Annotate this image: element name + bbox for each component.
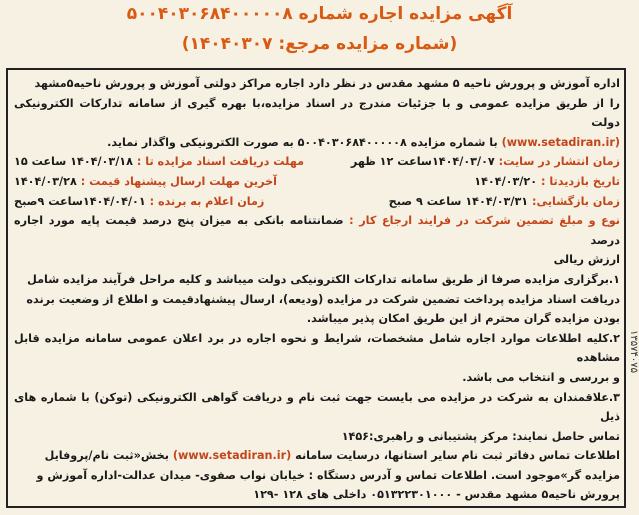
offer-deadline-label: آخرین مهلت ارسال پیشنهاد قیمت : <box>80 174 277 188</box>
intro-line-1: اداره آموزش و پرورش ناحیه ۵ مشهد مقدس در نظر دارد اجاره مراکز دولتی آموزش و پرورش ناحیه۵مشهد <box>34 77 620 90</box>
contact-line-1 <box>14 446 620 466</box>
intro-line-2: را از طریق مزایده عمومی و با جزئیات مندرج در اسناد مزایده،با بهره گیری از سامانه تدارکات الکترونیکی دولت <box>14 96 620 130</box>
opening-date-label: زمان بازگشایی: <box>532 194 620 208</box>
setadiran-link[interactable]: (www.setadiran.ir) <box>501 135 620 149</box>
guarantee-line-2: ارزش ریالی <box>553 253 620 267</box>
winner-announce-value: ۱۴۰۴/۰۴/۰۱ساعت ۹صبح <box>14 194 146 208</box>
side-serial-number: ۱۳۵۷۴۰۷۵ <box>628 330 639 373</box>
dates-row-3 <box>14 192 620 212</box>
publish-date-value: ۱۴۰۴/۰۳/۰۷ساعت ۱۲ ظهر <box>350 155 495 169</box>
visit-date-label: تاریخ بازدیدتا : <box>540 174 620 188</box>
dates-row-2 <box>14 172 620 192</box>
ad-reference-number: (شماره مزایده مرجع: ۱۴۰۴۰۳۰۷) <box>181 34 458 54</box>
contact-line-1-b: بخش«ثبت نام/پروفایل <box>44 449 169 463</box>
contact-line-2: مزایده گر»موجود است. اطلاعات تماس و آدرس دستگاه : خیابان نواب صفوی- میدان عدالت-اداره آموزش و <box>36 468 620 482</box>
dates-row-1 <box>14 152 620 172</box>
ad-title: آگهی مزایده اجاره شماره ۵۰۰۴۰۳۰۶۸۴۰۰۰۰۰۸ <box>126 4 513 24</box>
ad-body <box>14 74 620 505</box>
receive-docs-label: مهلت دریافت اسناد مزایده تا : <box>136 155 305 169</box>
guarantee-line-1 <box>14 211 620 250</box>
item-2-line-1: ۲.کلیه اطلاعات موارد اجاره شامل مشخصات، شرایط و نحوه اجاره در برد اعلان عمومی سامانه مزایده قابل مشاهده <box>14 331 620 365</box>
item-2-line-2: و بررسی و انتخاب می باشد. <box>462 370 620 384</box>
item-1-line-2: دریافت اسناد مزایده پرداخت تضمین شرکت در مزایده (ودیعه)، ارسال پیشنهادقیمت و اطلاع از وضعیت برنده <box>26 292 620 306</box>
item-1-line-1: ۱.برگزاری مزایده صرفا از طریق سامانه تدارکات الکترونیکی دولت میباشد و کلیه مراحل فرآیند مزایده شامل <box>27 272 620 286</box>
contact-line-3: پرورش ناحیه۵ مشهد مقدس - ۰۵۱۳۲۲۳۰۱۰۰۰ داخلی های ۱۲۸ -۱۲۹ <box>253 488 620 502</box>
intro-line-3 <box>14 133 620 153</box>
item-3-line-1: ۳.علاقمندان به شرکت در مزایده می بایست جهت ثبت نام و دریافت گواهی الکترونیکی (توکن) با شماره های ذیل <box>14 390 620 424</box>
guarantee-text: ضمانتنامه بانکی به میزان پنج درصد قیمت پایه مورد اجاره درصد <box>14 214 620 247</box>
setadiran-link-2[interactable]: (www.setadiran.ir) <box>172 449 292 463</box>
item-3-line-2: تماس حاصل نمایند: مرکز پشتیبانی و راهبری:۱۴۵۶ <box>341 429 620 443</box>
winner-announce-label: زمان اعلام به برنده : <box>149 194 265 208</box>
receive-docs-value: ۱۴۰۴/۰۳/۱۸ ساعت ۱۵ <box>14 155 133 169</box>
intro-line-3-text: با شماره مزایده ۵۰۰۴۰۳۰۶۸۴۰۰۰۰۰۸ به صورت الکترونیکی واگذار نماید. <box>107 135 498 149</box>
publish-date-label: زمان انتشار در سایت: <box>498 155 620 169</box>
visit-date-value: ۱۴۰۴/۰۳/۲۰ <box>474 174 538 188</box>
offer-deadline-value: ۱۴۰۴/۰۳/۲۸ <box>14 174 77 188</box>
opening-date-value: ۱۴۰۴/۰۳/۳۱ ساعت ۹ صبح <box>388 194 529 208</box>
contact-line-1-a: اطلاعات تماس دفاتر ثبت نام سایر استانها، درسایت سامانه <box>295 449 620 463</box>
item-1-line-3: بودن مزایده گران محترم از این طریق امکان پذیر میباشد. <box>306 312 620 326</box>
guarantee-label: نوع و مبلغ تضمین شرکت در فرایند ارجاع کار : <box>349 214 621 228</box>
